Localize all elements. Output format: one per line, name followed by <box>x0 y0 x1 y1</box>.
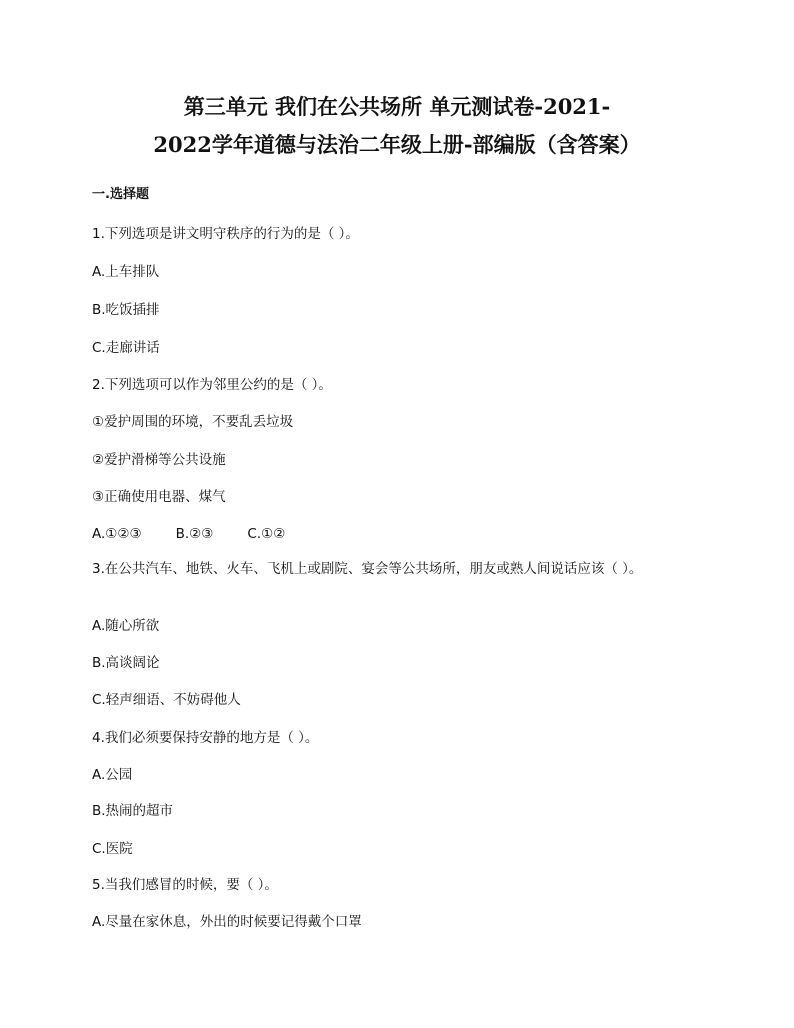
statement-2-2: ②爱护滑梯等公共设施 <box>92 452 226 468</box>
option-1a: A.上车排队 <box>92 264 160 280</box>
section-heading: 一.选择题 <box>92 187 149 202</box>
document-title-line-1: 第三单元 我们在公共场所 单元测试卷-2021- <box>183 94 611 119</box>
statement-2-3: ③正确使用电器、煤气 <box>92 489 226 505</box>
question-stem-5: 5.当我们感冒的时候，要（ ）。 <box>92 877 278 893</box>
statement-2-1: ①爱护周围的环境，不要乱丢垃圾 <box>92 414 294 430</box>
option-3b: B.高谈阔论 <box>92 655 160 671</box>
option-1c: C.走廊讲话 <box>92 340 160 356</box>
option-3c: C.轻声细语、不妨碍他人 <box>92 692 241 708</box>
option-3a: A.随心所欲 <box>92 618 160 634</box>
option-2b: B.②③ <box>175 526 214 542</box>
option-1b: B.吃饭插排 <box>92 302 160 318</box>
options-row-2 <box>92 525 285 543</box>
option-4b: B.热闹的超市 <box>92 803 174 819</box>
option-2c: C.①② <box>247 526 286 542</box>
question-stem-1: 1.下列选项是讲文明守秩序的行为的是（ ）。 <box>92 226 359 242</box>
option-5a: A.尽量在家休息，外出的时候要记得戴个口罩 <box>92 914 362 930</box>
option-2a: A.①②③ <box>92 526 142 542</box>
question-stem-2: 2.下列选项可以作为邻里公约的是（ ）。 <box>92 377 332 393</box>
option-4c: C.医院 <box>92 841 133 857</box>
question-stem-3: 3.在公共汽车、地铁、火车、飞机上或剧院、宴会等公共场所，朋友或熟人间说话应该（ ）。 <box>92 561 643 577</box>
document-title-line-2: 2022学年道德与法治二年级上册-部编版（含答案） <box>153 132 641 157</box>
question-stem-4: 4.我们必须要保持安静的地方是（ ）。 <box>92 730 319 746</box>
option-4a: A.公园 <box>92 767 133 783</box>
